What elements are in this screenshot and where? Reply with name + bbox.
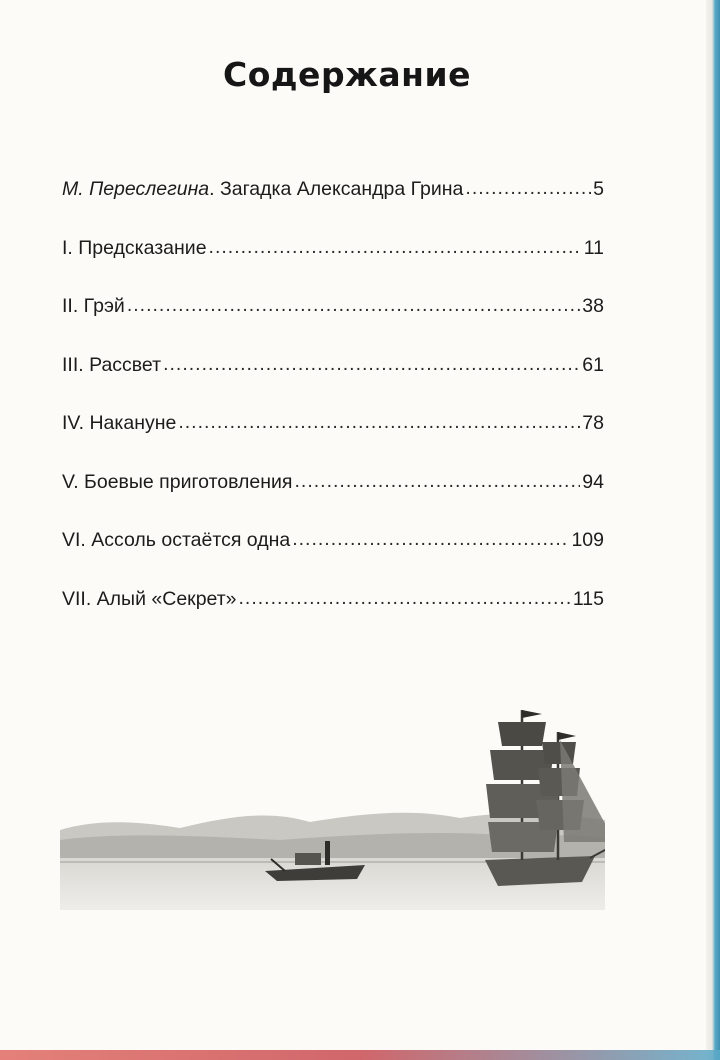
toc-leader-dots [239,587,571,610]
toc-entry-4 [62,412,604,471]
toc-entry-page: 109 [571,529,604,551]
toc-entry-6 [62,529,604,588]
toc-entry-title: VII. Алый «Секрет» [62,587,237,610]
toc-entry-title: V. Боевые приготовления [62,470,293,493]
toc-entry-title: М. Переслегина. Загадка Александра Грина [62,178,464,200]
toc-entry-1 [62,237,604,296]
toc-entry-label: Загадка Александра Грина [220,178,464,200]
toc-entry-title: IV. Накануне [62,412,177,434]
toc-entry-page: 5 [593,178,604,200]
table-of-contents [62,178,604,646]
toc-entry-page: 115 [572,587,604,610]
toc-entry-title: III. Рассвет [62,353,162,376]
toc-entry-page: 38 [582,295,604,317]
page-edge-right [706,0,720,1060]
toc-leader-dots [295,470,581,493]
toc-entry-page: 61 [582,353,604,376]
toc-entry-3 [62,354,604,413]
toc-entry-page: 11 [583,236,604,259]
toc-entry-page: 78 [582,412,604,434]
page-edge-bottom [0,1050,720,1060]
toc-entry-title: I. Предсказание [62,236,207,259]
sailing-ship-illustration [60,690,605,910]
toc-leader-dots [163,353,580,376]
toc-leader-dots [292,528,569,551]
toc-entry-5 [62,471,604,530]
toc-leader-dots [465,177,591,200]
tall-ship [485,710,605,886]
toc-entry-title: II. Грэй [62,295,125,317]
toc-entry-0 [62,178,604,237]
toc-entry-2 [62,295,604,354]
toc-entry-page: 94 [582,470,604,493]
toc-leader-dots [127,294,580,317]
toc-leader-dots [209,236,582,259]
toc-leader-dots [178,411,580,434]
page-heading: Содержание [223,55,471,94]
toc-entry-7 [62,588,604,647]
toc-entry-author: М. Переслегина [62,178,210,200]
toc-entry-title: VI. Ассоль остаётся одна [62,529,291,551]
